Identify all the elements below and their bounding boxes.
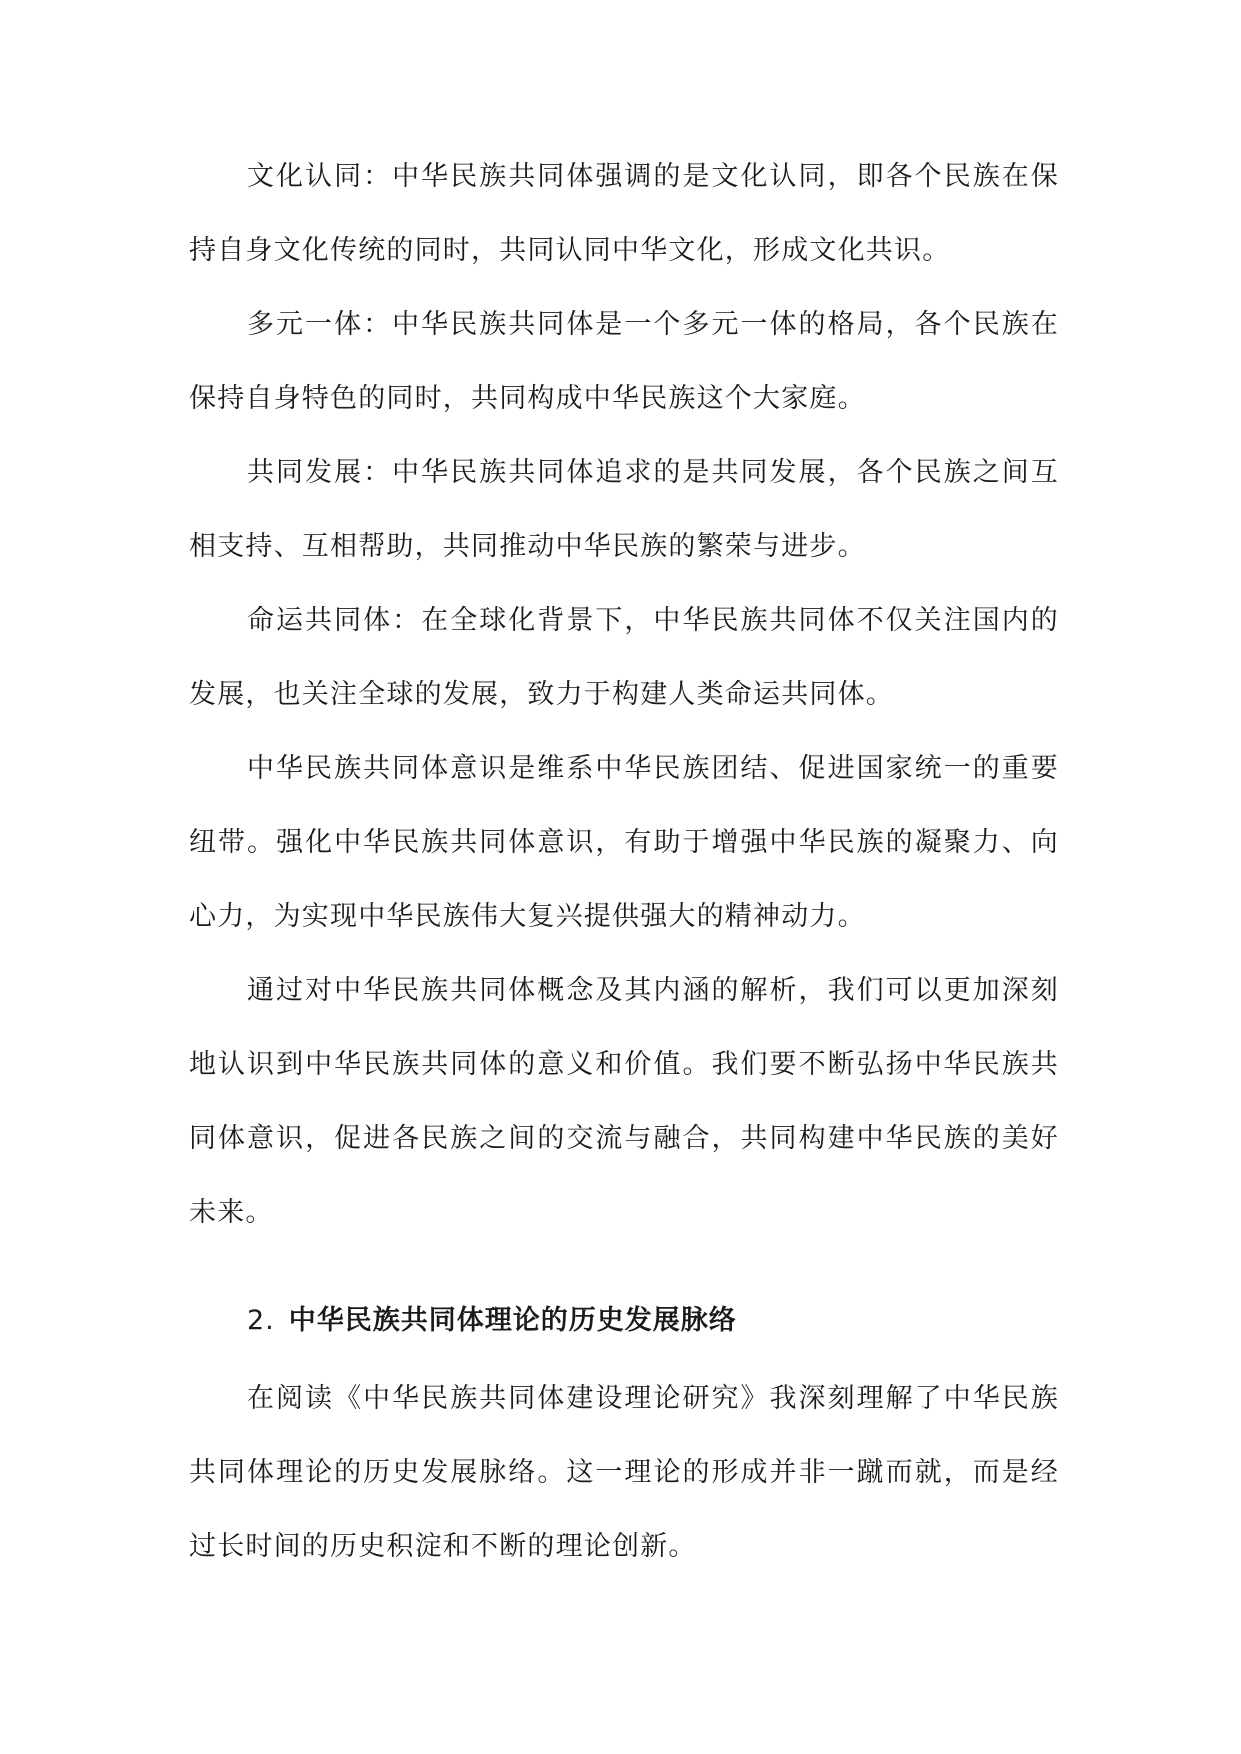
paragraph-reading-reflection: 在阅读《中华民族共同体建设理论研究》我深刻理解了中华民族共同体理论的历史发展脉络。这一理论的形成并非一蹴而就，而是经过长时间的历史积淀和不断的理论创新。	[189, 1383, 1059, 1562]
section-number: 2.	[247, 1305, 275, 1336]
document-page	[189, 140, 1059, 1584]
paragraph-summary: 通过对中华民族共同体概念及其内涵的解析，我们可以更加深刻地认识到中华民族共同体的意义和价值。我们要不断弘扬中华民族共同体意识，促进各民族之间的交流与融合，共同构建中华民族的美好未来。	[189, 975, 1059, 1228]
paragraph-common-development: 共同发展：中华民族共同体追求的是共同发展，各个民族之间互相支持、互相帮助，共同推动中华民族的繁荣与进步。	[189, 457, 1059, 562]
section-heading	[189, 1284, 1059, 1358]
paragraph-cultural-identity: 文化认同：中华民族共同体强调的是文化认同，即各个民族在保持自身文化传统的同时，共同认同中华文化，形成文化共识。	[189, 161, 1059, 266]
paragraph-community-awareness: 中华民族共同体意识是维系中华民族团结、促进国家统一的重要纽带。强化中华民族共同体意识，有助于增强中华民族的凝聚力、向心力，为实现中华民族伟大复兴提供强大的精神动力。	[189, 753, 1059, 932]
paragraph-shared-destiny: 命运共同体：在全球化背景下，中华民族共同体不仅关注国内的发展，也关注全球的发展，致力于构建人类命运共同体。	[189, 605, 1059, 710]
paragraph-pluralistic-unity: 多元一体：中华民族共同体是一个多元一体的格局，各个民族在保持自身特色的同时，共同构成中华民族这个大家庭。	[189, 309, 1059, 414]
section-title: 中华民族共同体理论的历史发展脉络	[288, 1305, 737, 1336]
